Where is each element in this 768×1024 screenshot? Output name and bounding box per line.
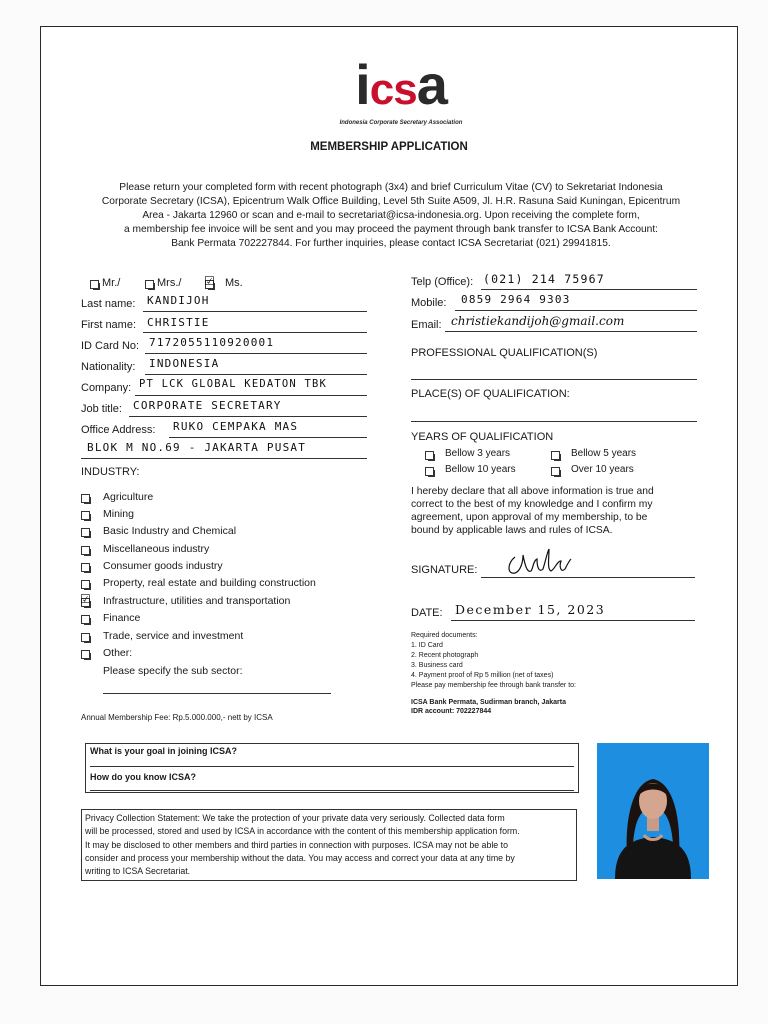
intro-line: Corporate Secretary (ICSA), Epicentrum Walk Office Building, Level 5th Suite A509, Jl. H.R. Rasuna Said Kuningan, Epicentrum [101,196,681,207]
person-silhouette-icon [597,743,709,879]
required-line: Please pay membership fee through bank transfer to: [411,682,576,689]
years-option: Over 10 years [571,464,634,475]
industry-option: Other: [103,647,133,659]
signature-label: SIGNATURE: [411,564,478,576]
telp-line [481,289,697,290]
declaration-text [411,485,701,537]
logo-subtitle: Indonesia Corporate Secretary Association [339,120,463,126]
privacy-line: will be processed, stored and used by ICSA in accordance with the content of this membership application form. [85,826,520,837]
bank-line: ICSA Bank Permata, Sudirman branch, Jakarta [411,699,566,706]
mr-checkbox[interactable] [90,280,99,289]
place-of-qualification-line [411,421,697,422]
job-title-label: Job title: [81,403,122,415]
mr-label: Mr./ [102,277,121,289]
intro-line: a membership fee invoice will be sent and you may proceed the payment through bank transfer to ICSA Bank Account: [123,224,658,235]
icsa-logo [331,53,471,126]
first-name-value[interactable]: CHRISTIE [147,316,210,329]
mobile-line [455,310,697,311]
mobile-label: Mobile: [411,297,447,309]
nationality-line [145,374,367,375]
goal-question: What is your goal in joining ICSA? [90,746,237,756]
know-answer-line[interactable] [90,790,574,791]
required-line: 3. Business card [411,662,463,669]
company-line [135,395,367,396]
office-address-line-2 [81,458,367,459]
industry-option: Basic Industry and Chemical [103,525,237,537]
industry-check-mark: ☑ [80,592,91,606]
intro-text [81,181,701,251]
industry-checkbox[interactable] [81,650,90,659]
know-question: How do you know ICSA? [90,772,196,782]
intro-line: Please return your completed form with recent photograph (3x4) and brief Curriculum Vitae (CV) to Sekretariat Indonesia [119,182,663,193]
telp-label: Telp (Office): [411,276,474,288]
nationality-label: Nationality: [81,361,136,373]
professional-qualification-line [411,379,697,380]
office-address-value[interactable]: RUKO CEMPAKA MAS [173,420,299,433]
professional-qualification-label: PROFESSIONAL QUALIFICATION(S) [411,347,598,359]
industry-option: Infrastructure, utilities and transportation [103,595,291,607]
declaration-line: agreement, upon approval of my membership, to be [411,512,648,523]
date-line [451,620,695,621]
signature-line [481,577,695,578]
last-name-line [143,311,367,312]
company-value[interactable]: PT LCK GLOBAL KEDATON TBK [139,378,328,390]
required-line: Required documents: [411,632,478,639]
mrs-label: Mrs./ [157,277,182,289]
industry-option: Agriculture [103,491,154,503]
years-checkbox[interactable] [551,467,560,476]
privacy-line: It may be disclosed to other members and third parties in connection with purposes. ICSA may not be able to [85,839,508,850]
sub-sector-label: Please specify the sub sector: [103,665,243,677]
first-name-line [143,332,367,333]
office-address-value-2[interactable]: BLOK M NO.69 - JAKARTA PUSAT [87,441,307,454]
ms-check-mark: ☑ [204,274,215,288]
mrs-checkbox[interactable] [145,280,154,289]
declaration-line: bound by applicable laws and rules of ICSA. [411,525,613,536]
industry-checkbox[interactable] [81,546,90,555]
privacy-line: Privacy Collection Statement: We take the protection of your private data very seriously. Collected data form [85,813,505,823]
questions-box [85,743,579,793]
membership-fee: Annual Membership Fee: Rp.5.000.000,- nett by ICSA [81,713,273,722]
signature-image [501,539,581,579]
industry-checkbox[interactable] [81,633,90,642]
required-line: 1. ID Card [411,642,443,649]
nationality-value[interactable]: INDONESIA [149,357,220,370]
required-line: 4. Payment proof of Rp 5 million (net of taxes) [411,672,554,679]
industry-option: Miscellaneous industry [103,543,210,555]
required-line: 2. Recent photograph [411,652,479,659]
privacy-line: writing to ICSA Secretariat. [85,866,191,877]
first-name-label: First name: [81,319,137,331]
privacy-statement [81,809,577,881]
industry-checkbox[interactable] [81,494,90,503]
last-name-label: Last name: [81,298,136,310]
industry-option: Property, real estate and building construction [103,577,316,589]
intro-line: Area - Jakarta 12960 or scan and e-mail to secretariat@icsa-indonesia.org. Upon receiving the complete form, [142,210,640,221]
date-value[interactable]: December 15, 2023 [455,602,606,617]
job-title-line [129,416,367,417]
industry-checkbox[interactable] [81,615,90,624]
bank-details [411,698,691,716]
applicant-photo [597,743,709,879]
industry-option: Finance [103,612,141,624]
years-of-qualification-label: YEARS OF QUALIFICATION [411,431,554,443]
industry-option: Consumer goods industry [103,560,223,572]
industry-checkbox[interactable] [81,528,90,537]
required-documents [411,631,691,691]
last-name-value[interactable]: KANDIJOH [147,294,210,307]
company-label: Company: [81,382,132,394]
mobile-value[interactable]: 0859 2964 9303 [461,293,571,306]
email-line [445,331,697,332]
industry-checkbox[interactable] [81,511,90,520]
job-title-value[interactable]: CORPORATE SECRETARY [133,399,282,412]
application-form [40,26,738,986]
office-address-label: Office Address: [81,424,156,436]
industry-checkbox[interactable] [81,563,90,572]
industry-label: INDUSTRY: [81,466,140,478]
logo-wordmark: icsa [355,53,447,116]
ms-label: Ms. [225,277,243,289]
industry-option: Trade, service and investment [103,630,244,642]
id-card-value[interactable]: 7172055110920001 [149,336,275,349]
industry-option: Mining [103,508,134,520]
goal-answer-line[interactable] [90,766,574,767]
email-label: Email: [411,319,442,331]
place-of-qualification-label: PLACE(S) OF QUALIFICATION: [411,388,570,400]
privacy-line: consider and process your membership without the data. You may access and correct your data at any time by [85,852,515,863]
date-label: DATE: [411,607,443,619]
industry-checkbox[interactable] [81,580,90,589]
email-value[interactable]: christiekandijoh@gmail.com [451,314,625,328]
telp-value[interactable]: (021) 214 75967 [483,272,605,286]
form-title: MEMBERSHIP APPLICATION [310,141,468,153]
years-checkbox[interactable] [425,451,434,460]
office-address-line [169,437,367,438]
years-option: Bellow 10 years [445,464,516,475]
years-option: Bellow 5 years [571,448,637,459]
intro-line: Bank Permata 702227844. For further inquiries, please contact ICSA Secretariat (021) 29941815. [171,238,611,249]
declaration-line: I hereby declare that all above information is true and [411,486,654,497]
bank-line: IDR account: 702227844 [411,708,492,715]
declaration-line: correct to the best of my knowledge and I confirm my [411,499,653,510]
id-card-line [145,353,367,354]
years-checkbox[interactable] [425,467,434,476]
years-option: Bellow 3 years [445,448,511,459]
sub-sector-line [103,693,331,694]
id-card-label: ID Card No: [81,340,140,352]
years-checkbox[interactable] [551,451,560,460]
